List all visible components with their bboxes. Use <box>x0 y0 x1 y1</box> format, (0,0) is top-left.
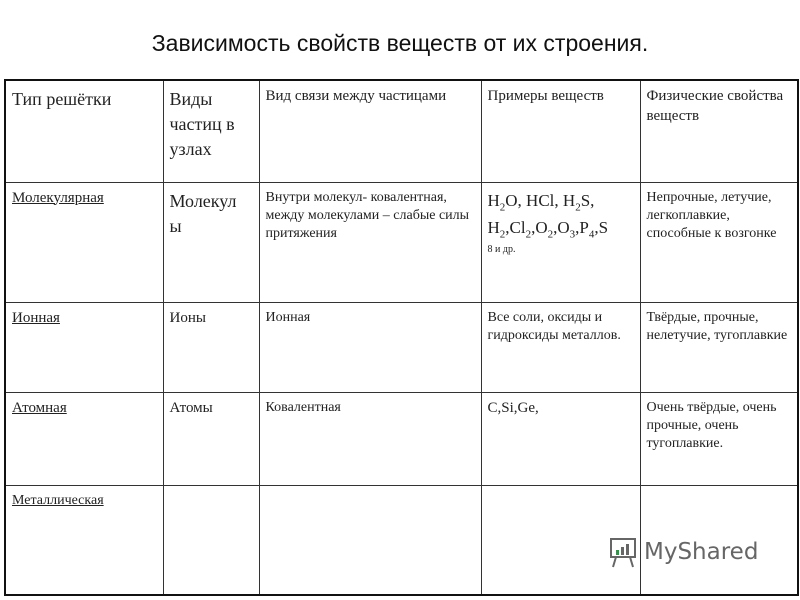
formula-segment: S, <box>580 190 595 210</box>
header-particles: Виды частиц в узлах <box>163 80 259 182</box>
bond-cell: Ионная <box>259 302 481 392</box>
properties-table <box>4 79 799 596</box>
formula-line-2 <box>488 216 634 243</box>
header-lattice-type: Тип решётки <box>5 80 163 182</box>
lattice-type-link[interactable]: Металлическая <box>12 492 104 508</box>
bond-cell: Ковалентная <box>259 392 481 485</box>
bond-cell <box>259 485 481 595</box>
formula-segment: 2 <box>499 200 506 213</box>
header-examples: Примеры веществ <box>481 80 640 182</box>
properties-cell: Непрочные, летучие, легкоплавкие, способные к возгонке <box>640 182 798 302</box>
formula-segment: 3 <box>569 228 576 241</box>
examples-cell <box>481 182 640 302</box>
formula-segment: O, HCl, H <box>505 190 576 210</box>
properties-cell: Твёрдые, прочные, нелетучие, тугоплавкие <box>640 302 798 392</box>
header-bond: Вид связи между частицами <box>259 80 481 182</box>
formula-segment: H <box>487 190 500 210</box>
formula-segment: ,S <box>594 217 609 237</box>
formula-segment: 2 <box>525 228 532 241</box>
formula-line-1 <box>488 189 634 216</box>
table-row <box>5 182 798 302</box>
lattice-type-link[interactable]: Ионная <box>12 309 60 326</box>
formula-segment: H <box>487 217 500 237</box>
formula-segment: 2 <box>547 228 554 241</box>
particles-cell: Ионы <box>163 302 259 392</box>
particles-cell: Молекул ы <box>163 182 259 302</box>
lattice-type-link[interactable]: Молекулярная <box>12 189 104 206</box>
examples-cell: Все соли, оксиды и гидроксиды металлов. <box>481 302 640 392</box>
table-row <box>5 392 798 485</box>
header-row <box>5 80 798 182</box>
formula-segment: ,O <box>553 217 570 237</box>
formula-segment: ,P <box>575 217 589 237</box>
watermark-logo <box>606 535 758 569</box>
examples-cell: C,Si,Ge, <box>481 392 640 485</box>
formula-segment: ,O <box>531 217 548 237</box>
particles-cell: Атомы <box>163 392 259 485</box>
formula-segment: 4 <box>588 228 595 241</box>
presentation-board-icon <box>606 535 640 569</box>
particles-cell <box>163 485 259 595</box>
formula-segment: ,Cl <box>505 217 526 237</box>
bond-cell: Внутри молекул- ковалентная, между молекулами – слабые силы притяжения <box>259 182 481 302</box>
watermark-text: MyShared <box>644 539 759 565</box>
header-properties: Физические свойства веществ <box>640 80 798 182</box>
formula-segment: 2 <box>575 200 581 213</box>
table-row <box>5 302 798 392</box>
lattice-type-link[interactable]: Атомная <box>12 399 67 416</box>
formula-note: 8 и др. <box>487 244 516 256</box>
properties-cell: Очень твёрдые, очень прочные, очень тугоплавкие. <box>640 392 798 485</box>
slide-title: Зависимость свойств веществ от их строения. <box>151 30 649 56</box>
formula-segment: 2 <box>499 228 506 241</box>
